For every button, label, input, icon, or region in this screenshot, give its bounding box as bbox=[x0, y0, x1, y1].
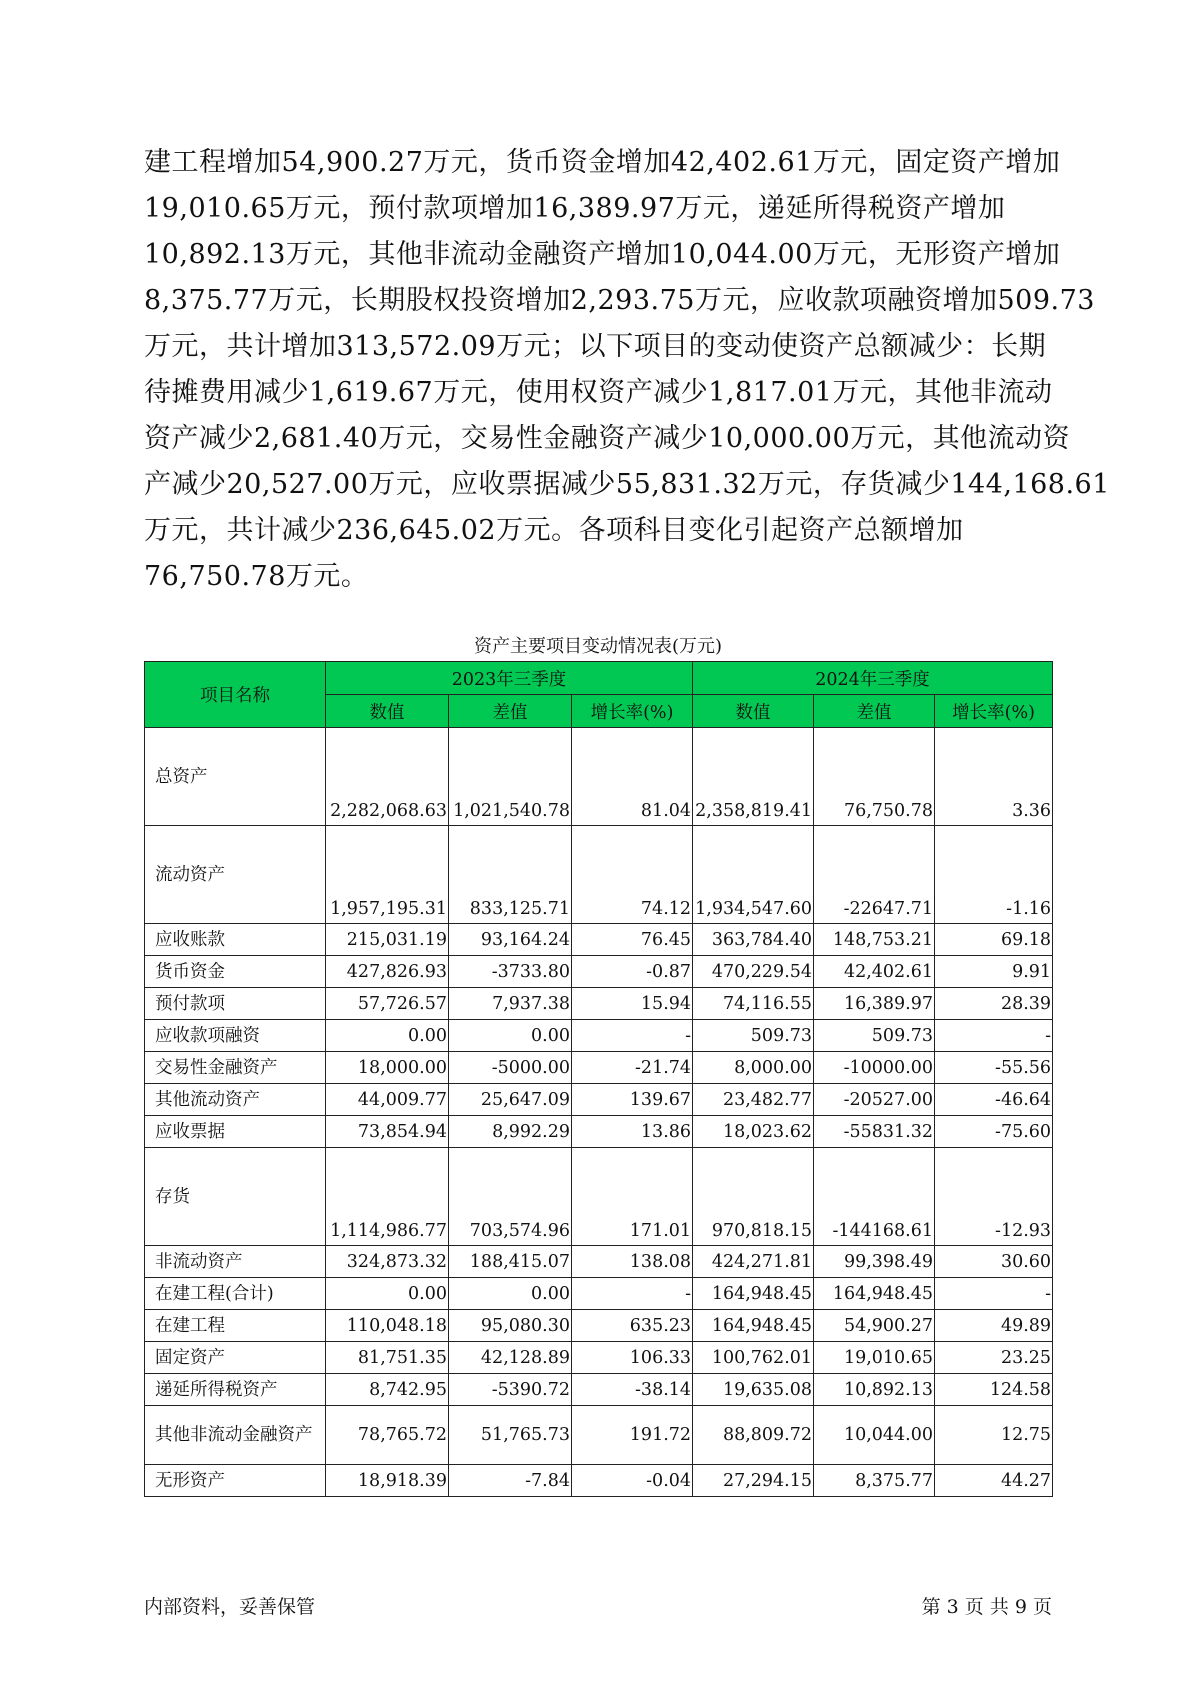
growth-2024-cell: -46.64 bbox=[935, 1084, 1053, 1116]
diff-2024-cell: -22647.71 bbox=[814, 826, 935, 924]
value-2024-cell: 100,762.01 bbox=[693, 1342, 814, 1374]
diff-2024-cell: 54,900.27 bbox=[814, 1310, 935, 1342]
item-name-cell: 在建工程(合计) bbox=[145, 1278, 326, 1310]
diff-2024-cell: 76,750.78 bbox=[814, 728, 935, 826]
diff-2023-cell: 93,164.24 bbox=[449, 924, 572, 956]
growth-2024-cell: - bbox=[935, 1020, 1053, 1052]
diff-2023-cell: -5390.72 bbox=[449, 1374, 572, 1406]
table-row bbox=[145, 1342, 1053, 1374]
diff-2023-cell: 0.00 bbox=[449, 1020, 572, 1052]
diff-2023-cell: 833,125.71 bbox=[449, 826, 572, 924]
diff-2023-cell: -5000.00 bbox=[449, 1052, 572, 1084]
subheader-value-2024: 数值 bbox=[693, 695, 814, 728]
paragraph-line: 建工程增加54,900.27万元，货币资金增加42,402.61万元，固定资产增加 bbox=[144, 147, 1061, 178]
item-name-cell: 应收票据 bbox=[145, 1116, 326, 1148]
growth-2023-cell: 191.72 bbox=[572, 1406, 693, 1465]
growth-2024-cell: - bbox=[935, 1278, 1053, 1310]
table-row bbox=[145, 1052, 1053, 1084]
item-name-cell: 应收账款 bbox=[145, 924, 326, 956]
value-2024-cell: 88,809.72 bbox=[693, 1406, 814, 1465]
paragraph-line: 19,010.65万元，预付款项增加16,389.97万元，递延所得税资产增加 bbox=[144, 193, 1006, 224]
item-name-cell: 交易性金融资产 bbox=[145, 1052, 326, 1084]
value-2023-cell: 324,873.32 bbox=[326, 1246, 449, 1278]
growth-2024-cell: 3.36 bbox=[935, 728, 1053, 826]
value-2023-cell: 57,726.57 bbox=[326, 988, 449, 1020]
growth-2024-cell: 12.75 bbox=[935, 1406, 1053, 1465]
diff-2024-cell: -55831.32 bbox=[814, 1116, 935, 1148]
value-2023-cell: 78,765.72 bbox=[326, 1406, 449, 1465]
subheader-diff-2024: 差值 bbox=[814, 695, 935, 728]
item-name-cell: 其他非流动金融资产 bbox=[145, 1406, 326, 1465]
subheader-growth-2023: 增长率(%) bbox=[572, 695, 693, 728]
value-2023-cell: 73,854.94 bbox=[326, 1116, 449, 1148]
diff-2023-cell: 7,937.38 bbox=[449, 988, 572, 1020]
diff-2024-cell: 42,402.61 bbox=[814, 956, 935, 988]
table-caption: 资产主要项目变动情况表(万元) bbox=[473, 636, 723, 657]
growth-2023-cell: -0.87 bbox=[572, 956, 693, 988]
growth-2023-cell: - bbox=[572, 1278, 693, 1310]
diff-2023-cell: 188,415.07 bbox=[449, 1246, 572, 1278]
diff-2023-cell: -7.84 bbox=[449, 1465, 572, 1497]
diff-2024-cell: 99,398.49 bbox=[814, 1246, 935, 1278]
growth-2023-cell: -0.04 bbox=[572, 1465, 693, 1497]
header-item-name: 项目名称 bbox=[145, 662, 326, 728]
item-name-cell: 在建工程 bbox=[145, 1310, 326, 1342]
footer-page-number: 第 3 页 共 9 页 bbox=[921, 1596, 1052, 1618]
paragraph-line: 产减少20,527.00万元，应收票据减少55,831.32万元，存货减少144,168.61 bbox=[144, 469, 1110, 500]
growth-2024-cell: 30.60 bbox=[935, 1246, 1053, 1278]
value-2024-cell: 18,023.62 bbox=[693, 1116, 814, 1148]
table-row bbox=[145, 826, 1053, 924]
growth-2024-cell: -55.56 bbox=[935, 1052, 1053, 1084]
growth-2023-cell: 139.67 bbox=[572, 1084, 693, 1116]
diff-2024-cell: 164,948.45 bbox=[814, 1278, 935, 1310]
growth-2023-cell: 138.08 bbox=[572, 1246, 693, 1278]
diff-2024-cell: 509.73 bbox=[814, 1020, 935, 1052]
diff-2024-cell: 10,044.00 bbox=[814, 1406, 935, 1465]
diff-2023-cell: 42,128.89 bbox=[449, 1342, 572, 1374]
table-row bbox=[145, 1374, 1053, 1406]
table-body bbox=[145, 728, 1053, 1497]
value-2023-cell: 1,957,195.31 bbox=[326, 826, 449, 924]
paragraph-line: 76,750.78万元。 bbox=[144, 561, 369, 592]
subheader-diff-2023: 差值 bbox=[449, 695, 572, 728]
item-name-cell: 流动资产 bbox=[145, 826, 326, 924]
table-row bbox=[145, 1310, 1053, 1342]
value-2023-cell: 18,000.00 bbox=[326, 1052, 449, 1084]
value-2023-cell: 427,826.93 bbox=[326, 956, 449, 988]
growth-2023-cell: 106.33 bbox=[572, 1342, 693, 1374]
diff-2023-cell: 8,992.29 bbox=[449, 1116, 572, 1148]
table-row bbox=[145, 956, 1053, 988]
item-name-cell: 货币资金 bbox=[145, 956, 326, 988]
table-row bbox=[145, 1084, 1053, 1116]
paragraph-line: 资产减少2,681.40万元，交易性金融资产减少10,000.00万元，其他流动资 bbox=[144, 423, 1071, 454]
item-name-cell: 固定资产 bbox=[145, 1342, 326, 1374]
diff-2024-cell: -144168.61 bbox=[814, 1148, 935, 1246]
item-name-cell: 递延所得税资产 bbox=[145, 1374, 326, 1406]
item-name-cell: 预付款项 bbox=[145, 988, 326, 1020]
item-name-cell: 存货 bbox=[145, 1148, 326, 1246]
growth-2023-cell: 13.86 bbox=[572, 1116, 693, 1148]
table-row bbox=[145, 988, 1053, 1020]
value-2023-cell: 0.00 bbox=[326, 1278, 449, 1310]
diff-2023-cell: 1,021,540.78 bbox=[449, 728, 572, 826]
growth-2024-cell: 49.89 bbox=[935, 1310, 1053, 1342]
footer-confidential-note: 内部资料，妥善保管 bbox=[144, 1596, 316, 1618]
table-row bbox=[145, 1406, 1053, 1465]
value-2024-cell: 470,229.54 bbox=[693, 956, 814, 988]
paragraph-line: 万元，共计减少236,645.02万元。各项科目变化引起资产总额增加 bbox=[144, 515, 964, 546]
body-paragraph bbox=[144, 140, 1110, 600]
growth-2024-cell: 9.91 bbox=[935, 956, 1053, 988]
diff-2024-cell: -20527.00 bbox=[814, 1084, 935, 1116]
growth-2023-cell: - bbox=[572, 1020, 693, 1052]
diff-2024-cell: 16,389.97 bbox=[814, 988, 935, 1020]
table-row bbox=[145, 1246, 1053, 1278]
paragraph-line: 10,892.13万元，其他非流动金融资产增加10,044.00万元，无形资产增加 bbox=[144, 239, 1061, 270]
table-row bbox=[145, 1148, 1053, 1246]
diff-2024-cell: 10,892.13 bbox=[814, 1374, 935, 1406]
diff-2023-cell: 95,080.30 bbox=[449, 1310, 572, 1342]
value-2024-cell: 23,482.77 bbox=[693, 1084, 814, 1116]
value-2024-cell: 509.73 bbox=[693, 1020, 814, 1052]
value-2023-cell: 110,048.18 bbox=[326, 1310, 449, 1342]
item-name-cell: 其他流动资产 bbox=[145, 1084, 326, 1116]
item-name-cell: 总资产 bbox=[145, 728, 326, 826]
value-2024-cell: 363,784.40 bbox=[693, 924, 814, 956]
growth-2024-cell: 23.25 bbox=[935, 1342, 1053, 1374]
table-row bbox=[145, 1116, 1053, 1148]
growth-2024-cell: -1.16 bbox=[935, 826, 1053, 924]
growth-2023-cell: -38.14 bbox=[572, 1374, 693, 1406]
growth-2024-cell: 124.58 bbox=[935, 1374, 1053, 1406]
table-row bbox=[145, 1020, 1053, 1052]
growth-2023-cell: 635.23 bbox=[572, 1310, 693, 1342]
table-row bbox=[145, 1278, 1053, 1310]
value-2023-cell: 18,918.39 bbox=[326, 1465, 449, 1497]
paragraph-line: 万元，共计增加313,572.09万元；以下项目的变动使资产总额减少：长期 bbox=[144, 331, 1047, 362]
header-period-2024: 2024年三季度 bbox=[693, 662, 1053, 695]
value-2024-cell: 1,934,547.60 bbox=[693, 826, 814, 924]
table-row bbox=[145, 924, 1053, 956]
value-2024-cell: 970,818.15 bbox=[693, 1148, 814, 1246]
diff-2023-cell: -3733.80 bbox=[449, 956, 572, 988]
subheader-value-2023: 数值 bbox=[326, 695, 449, 728]
value-2024-cell: 2,358,819.41 bbox=[693, 728, 814, 826]
paragraph-line: 待摊费用减少1,619.67万元，使用权资产减少1,817.01万元，其他非流动 bbox=[144, 377, 1053, 408]
value-2024-cell: 424,271.81 bbox=[693, 1246, 814, 1278]
table-row bbox=[145, 1465, 1053, 1497]
item-name-cell: 无形资产 bbox=[145, 1465, 326, 1497]
value-2023-cell: 215,031.19 bbox=[326, 924, 449, 956]
diff-2023-cell: 703,574.96 bbox=[449, 1148, 572, 1246]
growth-2023-cell: 15.94 bbox=[572, 988, 693, 1020]
diff-2024-cell: 19,010.65 bbox=[814, 1342, 935, 1374]
value-2023-cell: 8,742.95 bbox=[326, 1374, 449, 1406]
item-name-cell: 应收款项融资 bbox=[145, 1020, 326, 1052]
subheader-growth-2024: 增长率(%) bbox=[935, 695, 1053, 728]
paragraph-line: 8,375.77万元，长期股权投资增加2,293.75万元，应收款项融资增加509.73 bbox=[144, 285, 1095, 316]
diff-2024-cell: 8,375.77 bbox=[814, 1465, 935, 1497]
value-2024-cell: 27,294.15 bbox=[693, 1465, 814, 1497]
value-2023-cell: 2,282,068.63 bbox=[326, 728, 449, 826]
growth-2023-cell: 76.45 bbox=[572, 924, 693, 956]
value-2023-cell: 81,751.35 bbox=[326, 1342, 449, 1374]
growth-2024-cell: -75.60 bbox=[935, 1116, 1053, 1148]
diff-2023-cell: 0.00 bbox=[449, 1278, 572, 1310]
item-name-cell: 非流动资产 bbox=[145, 1246, 326, 1278]
value-2024-cell: 74,116.55 bbox=[693, 988, 814, 1020]
value-2024-cell: 164,948.45 bbox=[693, 1278, 814, 1310]
growth-2024-cell: -12.93 bbox=[935, 1148, 1053, 1246]
diff-2024-cell: -10000.00 bbox=[814, 1052, 935, 1084]
growth-2023-cell: 171.01 bbox=[572, 1148, 693, 1246]
growth-2023-cell: -21.74 bbox=[572, 1052, 693, 1084]
value-2023-cell: 1,114,986.77 bbox=[326, 1148, 449, 1246]
table-row bbox=[145, 728, 1053, 826]
diff-2023-cell: 25,647.09 bbox=[449, 1084, 572, 1116]
diff-2023-cell: 51,765.73 bbox=[449, 1406, 572, 1465]
value-2023-cell: 44,009.77 bbox=[326, 1084, 449, 1116]
diff-2024-cell: 148,753.21 bbox=[814, 924, 935, 956]
asset-change-table bbox=[144, 661, 1053, 1497]
header-period-2023: 2023年三季度 bbox=[326, 662, 693, 695]
value-2024-cell: 8,000.00 bbox=[693, 1052, 814, 1084]
value-2024-cell: 164,948.45 bbox=[693, 1310, 814, 1342]
value-2023-cell: 0.00 bbox=[326, 1020, 449, 1052]
growth-2024-cell: 69.18 bbox=[935, 924, 1053, 956]
value-2024-cell: 19,635.08 bbox=[693, 1374, 814, 1406]
growth-2024-cell: 28.39 bbox=[935, 988, 1053, 1020]
growth-2024-cell: 44.27 bbox=[935, 1465, 1053, 1497]
growth-2023-cell: 81.04 bbox=[572, 728, 693, 826]
growth-2023-cell: 74.12 bbox=[572, 826, 693, 924]
